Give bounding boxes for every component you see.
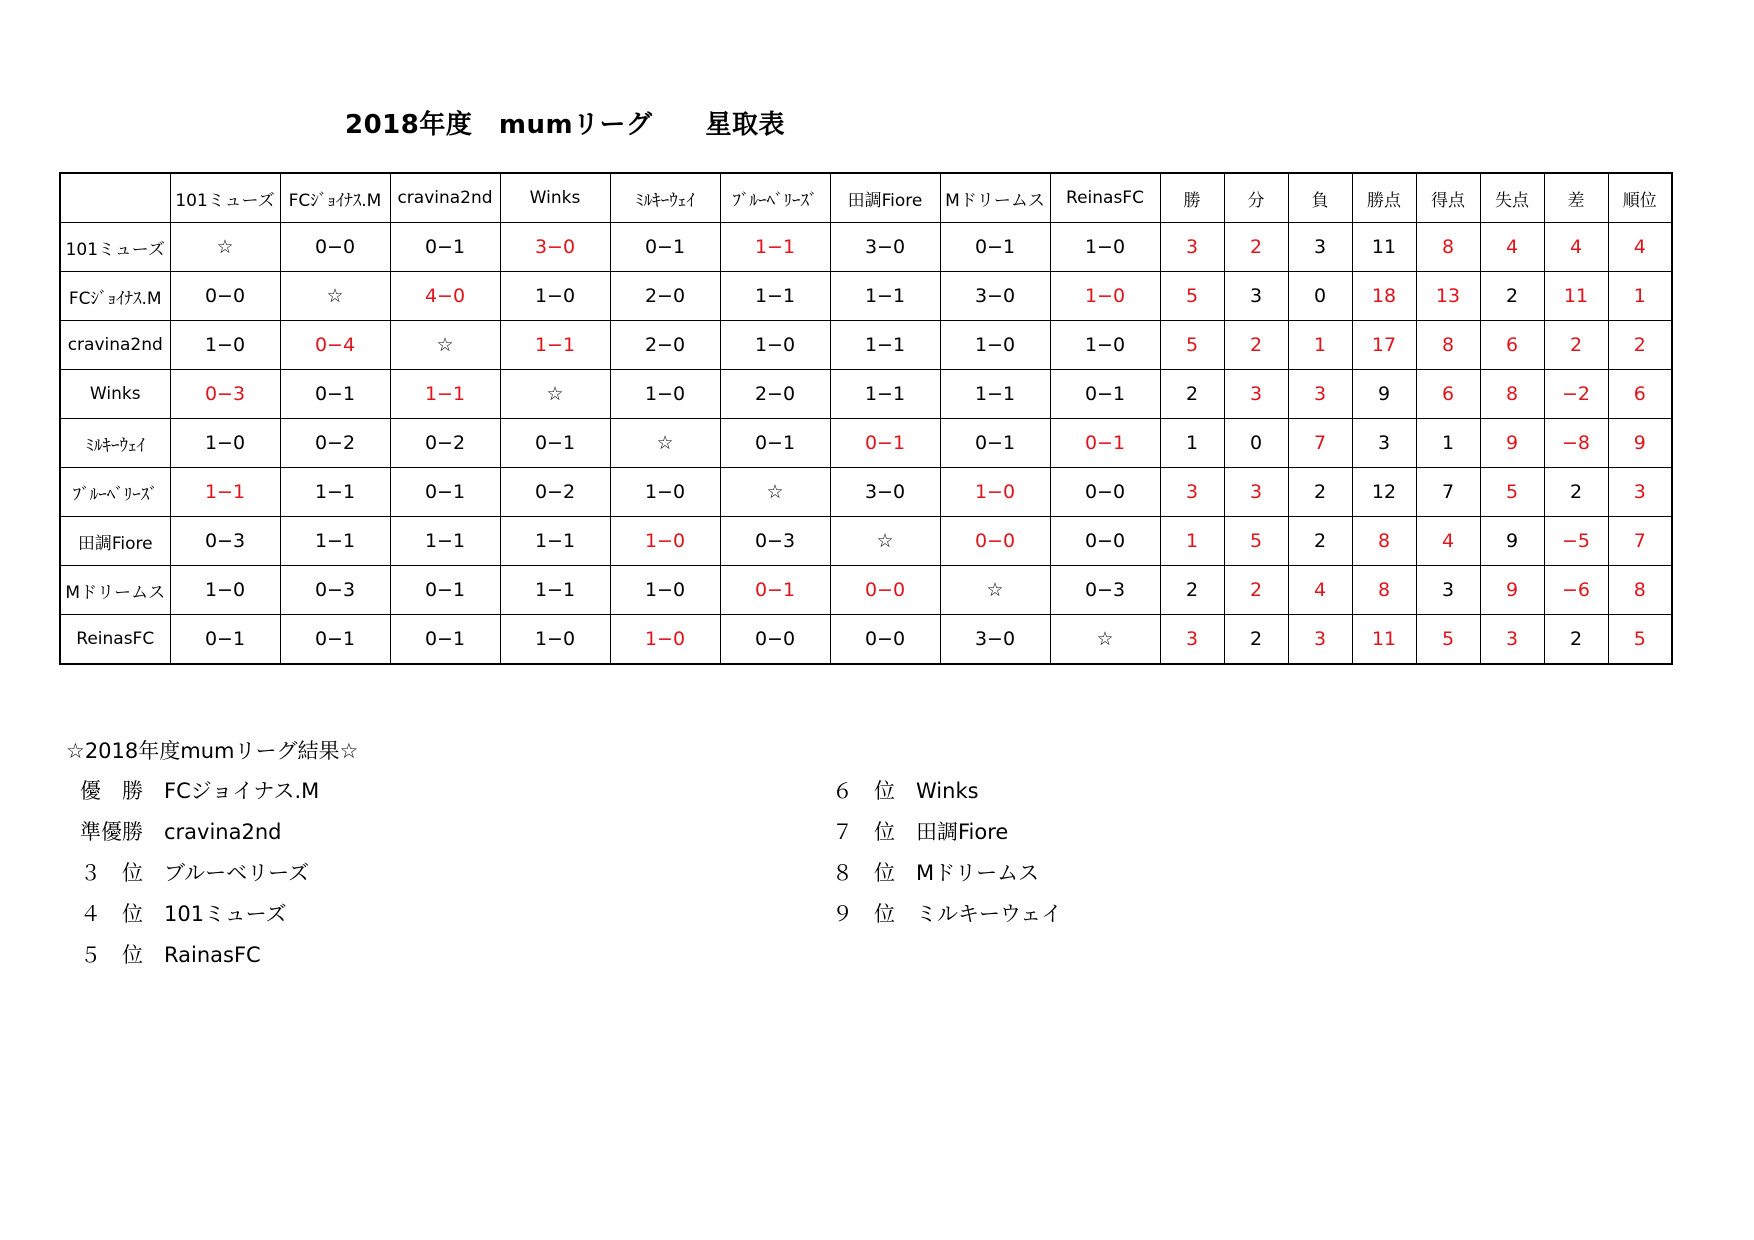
result-team: Winks (916, 779, 979, 803)
column-header: 勝点 (1352, 173, 1416, 223)
table-cell: 4 (1416, 517, 1480, 566)
table-cell: 1−1 (720, 272, 830, 321)
table-cell: 3 (1480, 615, 1544, 665)
table-cell: 2 (1480, 272, 1544, 321)
result-rank: ５ 位 (80, 943, 143, 967)
result-rank: ８ 位 (832, 861, 895, 885)
table-row (60, 468, 1672, 517)
table-cell: 1−1 (830, 370, 940, 419)
table-cell: ☆ (170, 223, 280, 272)
table-cell: 8 (1608, 566, 1672, 615)
table-row (60, 517, 1672, 566)
table-cell: 1−0 (170, 566, 280, 615)
table-cell: 11 (1352, 615, 1416, 665)
table-cell: 8 (1352, 566, 1416, 615)
table-cell: 0 (1224, 419, 1288, 468)
table-cell: 9 (1608, 419, 1672, 468)
table-header-row (60, 173, 1672, 223)
table-cell: 5 (1224, 517, 1288, 566)
table-cell: 0−3 (170, 517, 280, 566)
table-cell: 0−0 (170, 272, 280, 321)
table-cell: 18 (1352, 272, 1416, 321)
table-cell: ☆ (1050, 615, 1160, 665)
table-cell: 0−1 (500, 419, 610, 468)
result-item (80, 822, 282, 843)
table-cell: 13 (1416, 272, 1480, 321)
table-cell: 1−0 (1050, 223, 1160, 272)
table-cell: 0−1 (1050, 419, 1160, 468)
table-cell: 5 (1608, 615, 1672, 665)
row-team-name: FCｼﾞｮｲﾅｽ.M (60, 272, 170, 321)
table-cell: 0−0 (1050, 517, 1160, 566)
table-row (60, 272, 1672, 321)
result-rank: ４ 位 (80, 902, 143, 926)
result-item (832, 904, 1062, 925)
result-rank: 準優勝 (80, 820, 143, 844)
table-cell: 1−0 (1050, 321, 1160, 370)
table-cell: 9 (1352, 370, 1416, 419)
table-cell: 1−0 (500, 615, 610, 665)
table-cell: 1−0 (610, 517, 720, 566)
table-cell: 1−0 (500, 272, 610, 321)
table-cell: −5 (1544, 517, 1608, 566)
table-cell: 1−0 (610, 566, 720, 615)
table-cell: 1−0 (610, 468, 720, 517)
table-cell: 1−0 (940, 468, 1050, 517)
table-cell: 0−3 (720, 517, 830, 566)
table-cell: 1−0 (170, 321, 280, 370)
table-cell: ☆ (720, 468, 830, 517)
table-cell: 8 (1480, 370, 1544, 419)
table-cell: 5 (1416, 615, 1480, 665)
table-cell: 0−1 (390, 566, 500, 615)
table-cell: 3−0 (940, 615, 1050, 665)
table-cell: ☆ (390, 321, 500, 370)
table-cell: 1−1 (500, 566, 610, 615)
table-cell: 0 (1288, 272, 1352, 321)
column-header: 勝 (1160, 173, 1224, 223)
table-cell: 9 (1480, 566, 1544, 615)
table-cell: 0−3 (280, 566, 390, 615)
table-cell: 8 (1416, 223, 1480, 272)
table-row (60, 321, 1672, 370)
table-cell: 0−1 (720, 566, 830, 615)
column-header (60, 173, 170, 223)
table-cell: 1−1 (500, 321, 610, 370)
column-header: 101ミューズ (170, 173, 280, 223)
table-cell: 9 (1480, 419, 1544, 468)
table-cell: 0−0 (280, 223, 390, 272)
table-cell: 1 (1416, 419, 1480, 468)
table-cell: 0−0 (830, 566, 940, 615)
table-cell: 12 (1352, 468, 1416, 517)
result-team: 田調Fiore (916, 820, 1009, 844)
table-cell: 0−1 (940, 419, 1050, 468)
table-cell: 1−1 (830, 321, 940, 370)
table-cell: 7 (1288, 419, 1352, 468)
table-cell: 0−1 (1050, 370, 1160, 419)
table-row (60, 615, 1672, 665)
column-header: ﾐﾙｷｰｳｪｲ (610, 173, 720, 223)
result-rank: ６ 位 (832, 779, 895, 803)
column-header: 差 (1544, 173, 1608, 223)
table-cell: −8 (1544, 419, 1608, 468)
table-cell: 3−0 (830, 223, 940, 272)
table-cell: 3 (1288, 370, 1352, 419)
result-rank: 優 勝 (80, 779, 143, 803)
column-header: cravina2nd (390, 173, 500, 223)
table-cell: 3 (1288, 223, 1352, 272)
row-team-name: 101ミューズ (60, 223, 170, 272)
table-cell: 3 (1288, 615, 1352, 665)
table-cell: 1−1 (280, 468, 390, 517)
table-cell: 2−0 (720, 370, 830, 419)
result-item (80, 863, 309, 884)
column-header: ﾌﾞﾙｰﾍﾞﾘｰｽﾞ (720, 173, 830, 223)
table-cell: 3−0 (830, 468, 940, 517)
table-cell: 1 (1288, 321, 1352, 370)
result-team: 101ミューズ (164, 902, 287, 926)
table-cell: 4 (1544, 223, 1608, 272)
column-header: 失点 (1480, 173, 1544, 223)
table-cell: 7 (1416, 468, 1480, 517)
row-team-name: 田調Fiore (60, 517, 170, 566)
table-cell: 2 (1544, 468, 1608, 517)
column-header: 順位 (1608, 173, 1672, 223)
result-team: ミルキーウェイ (916, 902, 1063, 926)
table-cell: 9 (1480, 517, 1544, 566)
table-cell: −6 (1544, 566, 1608, 615)
column-header: Winks (500, 173, 610, 223)
table-cell: 2 (1544, 615, 1608, 665)
table-cell: 5 (1160, 272, 1224, 321)
table-cell: 1−1 (940, 370, 1050, 419)
table-cell: 1−0 (610, 615, 720, 665)
table-cell: 2 (1608, 321, 1672, 370)
column-header: Mドリームス (940, 173, 1050, 223)
column-header: 負 (1288, 173, 1352, 223)
table-cell: −2 (1544, 370, 1608, 419)
result-rank: ３ 位 (80, 861, 143, 885)
column-header: 田調Fiore (830, 173, 940, 223)
table-cell: 2 (1224, 566, 1288, 615)
column-header: 得点 (1416, 173, 1480, 223)
table-cell: 0−1 (390, 223, 500, 272)
table-cell: 1 (1608, 272, 1672, 321)
table-cell: 3 (1224, 468, 1288, 517)
table-row (60, 566, 1672, 615)
table-cell: 2 (1160, 566, 1224, 615)
table-row (60, 419, 1672, 468)
result-item (832, 822, 1008, 843)
table-cell: 2 (1224, 321, 1288, 370)
table-cell: 0−1 (280, 615, 390, 665)
table-cell: ☆ (830, 517, 940, 566)
table-cell: 3 (1416, 566, 1480, 615)
table-cell: 3 (1224, 370, 1288, 419)
table-cell: 11 (1352, 223, 1416, 272)
table-cell: 1−0 (940, 321, 1050, 370)
table-cell: 3 (1608, 468, 1672, 517)
table-cell: 2 (1288, 517, 1352, 566)
table-cell: 1−0 (720, 321, 830, 370)
row-team-name: ReinasFC (60, 615, 170, 665)
table-cell: 0−1 (610, 223, 720, 272)
table-cell: 11 (1544, 272, 1608, 321)
table-cell: 6 (1480, 321, 1544, 370)
table-cell: 1−1 (720, 223, 830, 272)
table-cell: 4 (1288, 566, 1352, 615)
table-cell: 4 (1608, 223, 1672, 272)
table-cell: 1−1 (830, 272, 940, 321)
table-cell: 0−1 (280, 370, 390, 419)
result-team: Mドリームス (916, 861, 1040, 885)
result-team: ブルーベリーズ (164, 861, 310, 885)
table-cell: 0−2 (280, 419, 390, 468)
column-header: ReinasFC (1050, 173, 1160, 223)
table-cell: 6 (1608, 370, 1672, 419)
result-team: RainasFC (164, 943, 261, 967)
result-item (80, 781, 319, 802)
table-cell: 17 (1352, 321, 1416, 370)
column-header: FCｼﾞｮｲﾅｽ.M (280, 173, 390, 223)
table-cell: 2 (1544, 321, 1608, 370)
results-title: ☆2018年度mumリーグ結果☆ (66, 739, 359, 763)
table-cell: 0−0 (1050, 468, 1160, 517)
result-item (832, 781, 979, 802)
table-cell: 1 (1160, 419, 1224, 468)
table-cell: 1−0 (170, 419, 280, 468)
row-team-name: ﾐﾙｷｰｳｪｲ (60, 419, 170, 468)
table-cell: 1−1 (500, 517, 610, 566)
table-cell: 0−0 (940, 517, 1050, 566)
table-cell: 2−0 (610, 321, 720, 370)
result-team: cravina2nd (164, 820, 282, 844)
table-cell: 1−1 (390, 370, 500, 419)
row-team-name: cravina2nd (60, 321, 170, 370)
table-cell: 0−3 (1050, 566, 1160, 615)
table-cell: 5 (1480, 468, 1544, 517)
result-team: FCジョイナス.M (164, 779, 320, 803)
table-cell: 0−1 (390, 615, 500, 665)
table-cell: 3 (1352, 419, 1416, 468)
table-cell: 8 (1416, 321, 1480, 370)
table-cell: ☆ (940, 566, 1050, 615)
table-cell: 3 (1160, 615, 1224, 665)
row-team-name: ﾌﾞﾙｰﾍﾞﾘｰｽﾞ (60, 468, 170, 517)
table-cell: 0−1 (830, 419, 940, 468)
table-cell: ☆ (610, 419, 720, 468)
table-row (60, 370, 1672, 419)
standings-table (59, 172, 1673, 665)
table-cell: 0−2 (390, 419, 500, 468)
table-cell: 0−3 (170, 370, 280, 419)
table-cell: 0−4 (280, 321, 390, 370)
table-cell: 3−0 (940, 272, 1050, 321)
result-item (832, 863, 1039, 884)
row-team-name: Winks (60, 370, 170, 419)
table-cell: 3−0 (500, 223, 610, 272)
table-cell: 1−1 (390, 517, 500, 566)
table-cell: 1−0 (1050, 272, 1160, 321)
table-cell: 0−1 (170, 615, 280, 665)
result-item (80, 945, 261, 966)
row-team-name: Mドリームス (60, 566, 170, 615)
table-cell: 2−0 (610, 272, 720, 321)
table-cell: ☆ (500, 370, 610, 419)
table-cell: ☆ (280, 272, 390, 321)
table-cell: 0−0 (720, 615, 830, 665)
table-cell: 4−0 (390, 272, 500, 321)
table-cell: 0−1 (940, 223, 1050, 272)
table-row (60, 223, 1672, 272)
table-cell: 1−0 (610, 370, 720, 419)
table-cell: 2 (1224, 615, 1288, 665)
table-cell: 2 (1288, 468, 1352, 517)
table-cell: 0−0 (830, 615, 940, 665)
page-title: 2018年度 mumリーグ 星取表 (345, 110, 786, 140)
table-cell: 1−1 (170, 468, 280, 517)
table-cell: 1 (1160, 517, 1224, 566)
table-cell: 6 (1416, 370, 1480, 419)
result-rank: ９ 位 (832, 902, 895, 926)
column-header: 分 (1224, 173, 1288, 223)
result-item (80, 904, 287, 925)
table-cell: 0−1 (720, 419, 830, 468)
table-cell: 3 (1160, 223, 1224, 272)
table-cell: 1−1 (280, 517, 390, 566)
table-cell: 5 (1160, 321, 1224, 370)
table-cell: 0−1 (390, 468, 500, 517)
table-cell: 8 (1352, 517, 1416, 566)
table-cell: 0−2 (500, 468, 610, 517)
table-cell: 3 (1224, 272, 1288, 321)
table-cell: 3 (1160, 468, 1224, 517)
table-cell: 2 (1224, 223, 1288, 272)
table-cell: 2 (1160, 370, 1224, 419)
table-cell: 7 (1608, 517, 1672, 566)
table-cell: 4 (1480, 223, 1544, 272)
result-rank: ７ 位 (832, 820, 895, 844)
